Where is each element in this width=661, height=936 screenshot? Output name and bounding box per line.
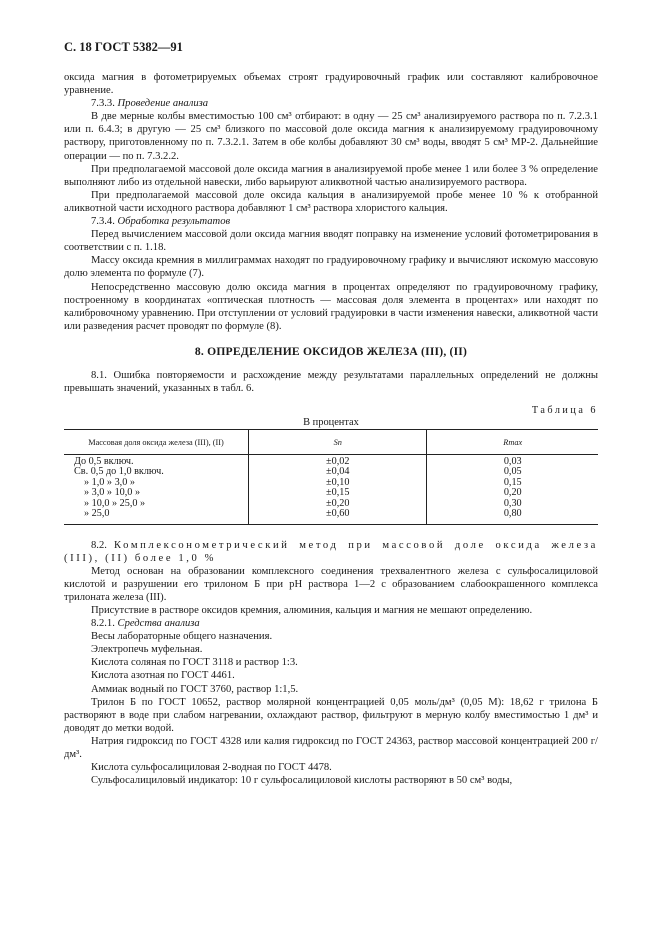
list-item: Трилон Б по ГОСТ 10652, раствор молярной концентрацией 0,05 моль/дм³ (0,05 М): 18,62 г трилона Б растворяют в воде при слабом нагревании, охлаждают раствор, фильтруют в мерную колбу вместимостью 1 дм³ и доводят до метки водой.	[64, 696, 598, 734]
table-unit: В процентах	[303, 417, 359, 429]
paragraph: Массу оксида кремния в миллиграммах находят по градуировочному графику и вычисляют искомую массовую долю элемента по формуле (7).	[64, 255, 598, 280]
sn-value: ±0,20	[326, 497, 350, 509]
range-value: До 0,5 включ.	[74, 456, 134, 468]
sn-cell	[249, 455, 427, 524]
paragraph: При предполагаемой массовой доле оксида кальция в анализируемой пробе менее 10 % к отобранной аликвотной части исходного раствора добавляют 1 см³ раствора хлористого кальция.	[64, 189, 598, 214]
rmax-value: 0,05	[503, 466, 522, 478]
sn-value: ±0,10	[326, 476, 350, 488]
list-item: Натрия гидроксид по ГОСТ 4328 или калия гидроксид по ГОСТ 24363, раствор массовой концентрацией 200 г/дм³.	[64, 735, 598, 760]
sn-value: ±0,04	[326, 466, 350, 478]
range-value: » 25,0	[84, 508, 110, 520]
section-title: 8. ОПРЕДЕЛЕНИЕ ОКСИДОВ ЖЕЛЕЗА (III), (II)	[194, 344, 468, 358]
list-item: Кислота сульфосалициловая 2-водная по ГОСТ 4478.	[91, 762, 332, 774]
rmax-value: 0,20	[503, 487, 522, 499]
list-item: Весы лабораторные общего назначения.	[91, 631, 273, 643]
subsection-number: 8.2.	[91, 539, 107, 551]
subsection-heading	[64, 215, 598, 228]
paragraph: Перед вычислением массовой доли оксида магния вводят поправку на изменение условий фотометрирования в соответствии с п. 1.18.	[64, 229, 598, 254]
sn-value: ±0,60	[326, 508, 350, 520]
range-value: » 3,0 » 10,0 »	[84, 487, 141, 499]
sn-value: ±0,15	[326, 487, 350, 499]
paragraph: При предполагаемой массовой доле оксида магния в анализируемой пробе менее 1 или более 3 % определение выполняют либо из отдельной навески, либо варьируют аликвотной частью анализируемого раствора.	[64, 163, 598, 188]
table-row	[64, 455, 598, 524]
paragraph: В две мерные колбы вместимостью 100 см³ отбирают: в одну — 25 см³ анализируемого раствора по п. 7.2.3.1 или п. 6.4.3; в другую — 25 см³ близкого по массовой доле оксида магния к анализируемому градуировочному раствору, приготовленному по п. 7.3.2.1. Затем в обе колбы добавляют 30 см³ воды, вводят 5 см³ МР-2. Дальнейшие операции — по п. 7.3.2.2.	[64, 111, 598, 162]
subsection-number: 8.2.1.	[91, 618, 115, 630]
paragraph: Присутствие в растворе оксидов кремния, алюминия, кальция и магния не мешают определению.	[91, 604, 533, 616]
subsection-heading	[64, 617, 598, 630]
subsection-title: Проведение анализа	[117, 98, 209, 110]
sn-value: ±0,02	[326, 456, 350, 468]
subsection-title: Обработка результатов	[117, 216, 231, 228]
paragraph: Метод основан на образовании комплексного соединения трехвалентного железа с сульфосалициловой кислотой и разрушении его трилоном Б при pH раствора 1—2 с образованием слабоокрашенного комплекса трилоната железа (III).	[64, 565, 598, 603]
column-header: Sп	[249, 430, 427, 455]
table-caption: Таблица 6	[531, 405, 598, 417]
rmax-value: 0,30	[503, 497, 522, 509]
rmax-cell	[427, 455, 598, 524]
rmax-value: 0,03	[503, 456, 522, 468]
subsection-number: 7.3.3.	[91, 98, 115, 110]
document-page	[64, 40, 598, 787]
list-item: Кислота соляная по ГОСТ 3118 и раствор 1:3.	[91, 657, 298, 669]
data-table	[64, 429, 598, 524]
list-item: Аммиак водный по ГОСТ 3760, раствор 1:1,5.	[91, 683, 299, 695]
range-value: » 1,0 » 3,0 »	[84, 476, 135, 488]
subsection-heading	[64, 97, 598, 110]
column-header: Массовая доля оксида железа (III), (II)	[64, 430, 249, 455]
paragraph: оксида магния в фотометрируемых объемах строят градуировочный график или составляют калибровочное уравнение.	[64, 72, 598, 97]
rmax-value: 0,15	[503, 476, 522, 488]
column-header: Rmax	[427, 430, 598, 455]
page-header: С. 18 ГОСТ 5382—91	[64, 40, 183, 54]
range-cell	[64, 455, 249, 524]
list-item: Сульфосалициловый индикатор: 10 г сульфосалициловой кислоты растворяют в 50 см³ воды,	[91, 775, 513, 787]
range-value: Св. 0,5 до 1,0 включ.	[74, 466, 164, 478]
method-title: Комплексонометрический метод при массовой доле оксида железа (III), (II) более 1,0 %	[64, 539, 598, 564]
method-heading	[64, 539, 598, 565]
subsection-number: 7.3.4.	[91, 216, 115, 228]
range-value: » 10,0 » 25,0 »	[84, 497, 146, 509]
list-item: Кислота азотная по ГОСТ 4461.	[91, 670, 235, 682]
paragraph: Непосредственно массовую долю оксида магния в процентах определяют по градуировочному графику, построенному в координатах «оптическая плотность — массовая доля элемента в процентах» или находят по калибровочному уравнению. При отступлении от условий градуировки в части изменения навески, аликвотной части или разведения расчет проводят по формуле (8).	[64, 281, 598, 332]
list-item: Электропечь муфельная.	[91, 644, 203, 656]
subsection-title: Средства анализа	[117, 618, 200, 630]
rmax-value: 0,80	[503, 508, 522, 520]
paragraph: 8.1. Ошибка повторяемости и расхождение между результатами параллельных определений не должны превышать значений, указанных в табл. 6.	[64, 369, 598, 394]
